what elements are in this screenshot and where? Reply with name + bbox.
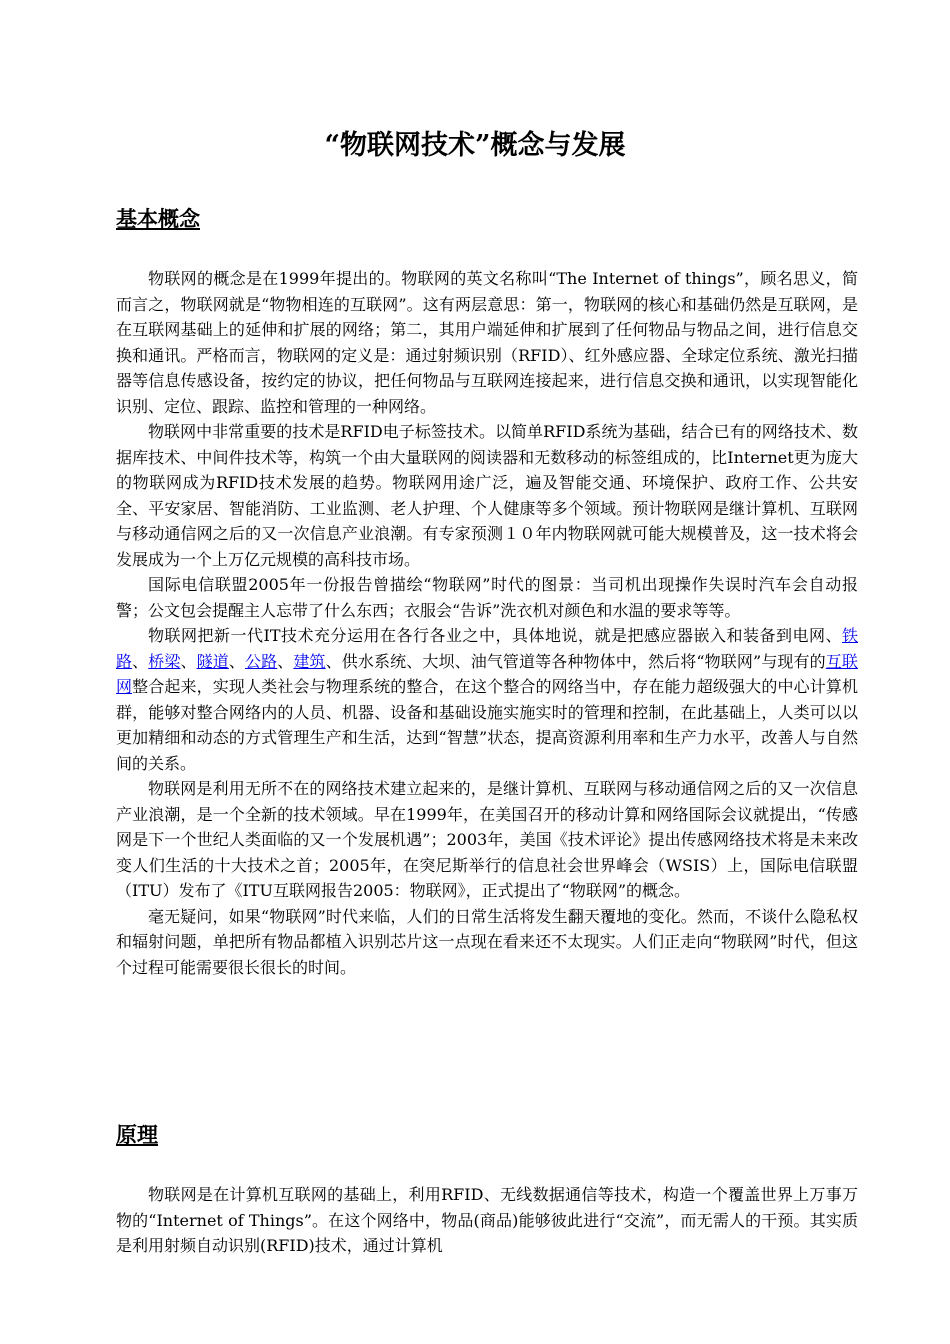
separator: 、 bbox=[132, 651, 149, 671]
document-title: “物联网技术”概念与发展 bbox=[324, 130, 626, 161]
link-highway[interactable]: 公路 bbox=[245, 651, 278, 671]
paragraph: 物联网是利用无所不在的网络技术建立起来的，是继计算机、互联网与移动通信网之后的又一次信息产业浪潮，是一个全新的技术领域。早在1999年，在美国召开的移动计算和网络国际会议就提出，“传感网是下一个世纪人类面临的又一个发展机遇”；2003年，美国《技术评论》提出传感网络技术将是未来改变人们生活的十大技术之首；2005年，在突尼斯举行的信息社会世界峰会（WSIS）上，国际电信联盟（ITU）发布了《ITU互联网报告2005：物联网》，正式提出了“物联网”的概念。 bbox=[116, 779, 858, 900]
paragraph: 物联网中非常重要的技术是RFID电子标签技术。以简单RFID系统为基础，结合已有的网络技术、数据库技术、中间件技术等，构筑一个由大量联网的阅读器和无数移动的标签组成的，比Internet更为庞大的物联网成为RFID技术发展的趋势。物联网用途广泛，遍及智能交通、环境保护、政府工作、公共安全、平安家居、智能消防、工业监测、老人护理、个人健康等多个领域。预计物联网是继计算机、互联网与移动通信网之后的又一次信息产业浪潮。有专家预测１０年内物联网就可能大规模普及，这一技术将会发展成为一个上万亿元规模的高科技市场。 bbox=[116, 422, 858, 569]
separator: 、 bbox=[180, 651, 197, 671]
section-heading-basic-concept: 基本概念 bbox=[116, 206, 200, 231]
link-building[interactable]: 建筑 bbox=[293, 651, 326, 671]
paragraph-text: 物联网把新一代IT技术充分运用在各行各业之中，具体地说，就是把感应器嵌入和装备到电网、 bbox=[148, 626, 842, 645]
paragraph: 国际电信联盟2005年一份报告曾描绘“物联网”时代的图景：当司机出现操作失误时汽车会自动报警；公文包会提醒主人忘带了什么东西；衣服会“告诉”洗衣机对颜色和水温的要求等等。 bbox=[116, 575, 858, 620]
link-tunnel[interactable]: 隧道 bbox=[196, 651, 229, 671]
paragraph-text: 、供水系统、大坝、油气管道等各种物体中，然后将“物联网”与现有的 bbox=[325, 651, 826, 671]
link-internet[interactable]: 互联网 bbox=[116, 651, 858, 696]
paragraph bbox=[116, 623, 858, 776]
separator: 、 bbox=[277, 651, 294, 671]
section-heading-principle: 原理 bbox=[116, 1122, 158, 1147]
section-body-principle bbox=[116, 1182, 858, 1259]
section-body-basic-concept bbox=[116, 266, 858, 980]
paragraph: 毫无疑问，如果“物联网”时代来临，人们的日常生活将发生翻天覆地的变化。然而，不谈什么隐私权和辐射问题，单把所有物品都植入识别芯片这一点现在看来还不太现实。人们正走向“物联网”时代，但这个过程可能需要很长很长的时间。 bbox=[116, 906, 858, 977]
paragraph: 物联网的概念是在1999年提出的。物联网的英文名称叫“The Internet of things”，顾名思义，简而言之，物联网就是“物物相连的互联网”。这有两层意思：第一，物联网的核心和基础仍然是互联网，是在互联网基础上的延伸和扩展的网络；第二，其用户端延伸和扩展到了任何物品与物品之间，进行信息交换和通讯。严格而言，物联网的定义是：通过射频识别（RFID）、红外感应器、全球定位系统、激光扫描器等信息传感设备，按约定的协议，把任何物品与互联网连接起来，进行信息交换和通讯，以实现智能化识别、定位、跟踪、监控和管理的一种网络。 bbox=[116, 269, 858, 416]
paragraph-text: 整合起来，实现人类社会与物理系统的整合，在这个整合的网络当中，存在能力超级强大的中心计算机群，能够对整合网络内的人员、机器、设备和基础设施实施实时的管理和控制，在此基础上，人类可以以更加精细和动态的方式管理生产和生活，达到“智慧”状态，提高资源利用率和生产力水平，改善人与自然间的关系。 bbox=[116, 677, 858, 773]
paragraph: 物联网是在计算机互联网的基础上，利用RFID、无线数据通信等技术，构造一个覆盖世界上万事万物的“Internet of Things”。在这个网络中，物品(商品)能够彼此进行“交流”，而无需人的干预。其实质是利用射频自动识别(RFID)技术，通过计算机 bbox=[116, 1185, 858, 1255]
link-railway[interactable]: 铁路 bbox=[116, 626, 858, 671]
separator: 、 bbox=[228, 651, 245, 671]
link-bridge[interactable]: 桥梁 bbox=[148, 651, 181, 671]
